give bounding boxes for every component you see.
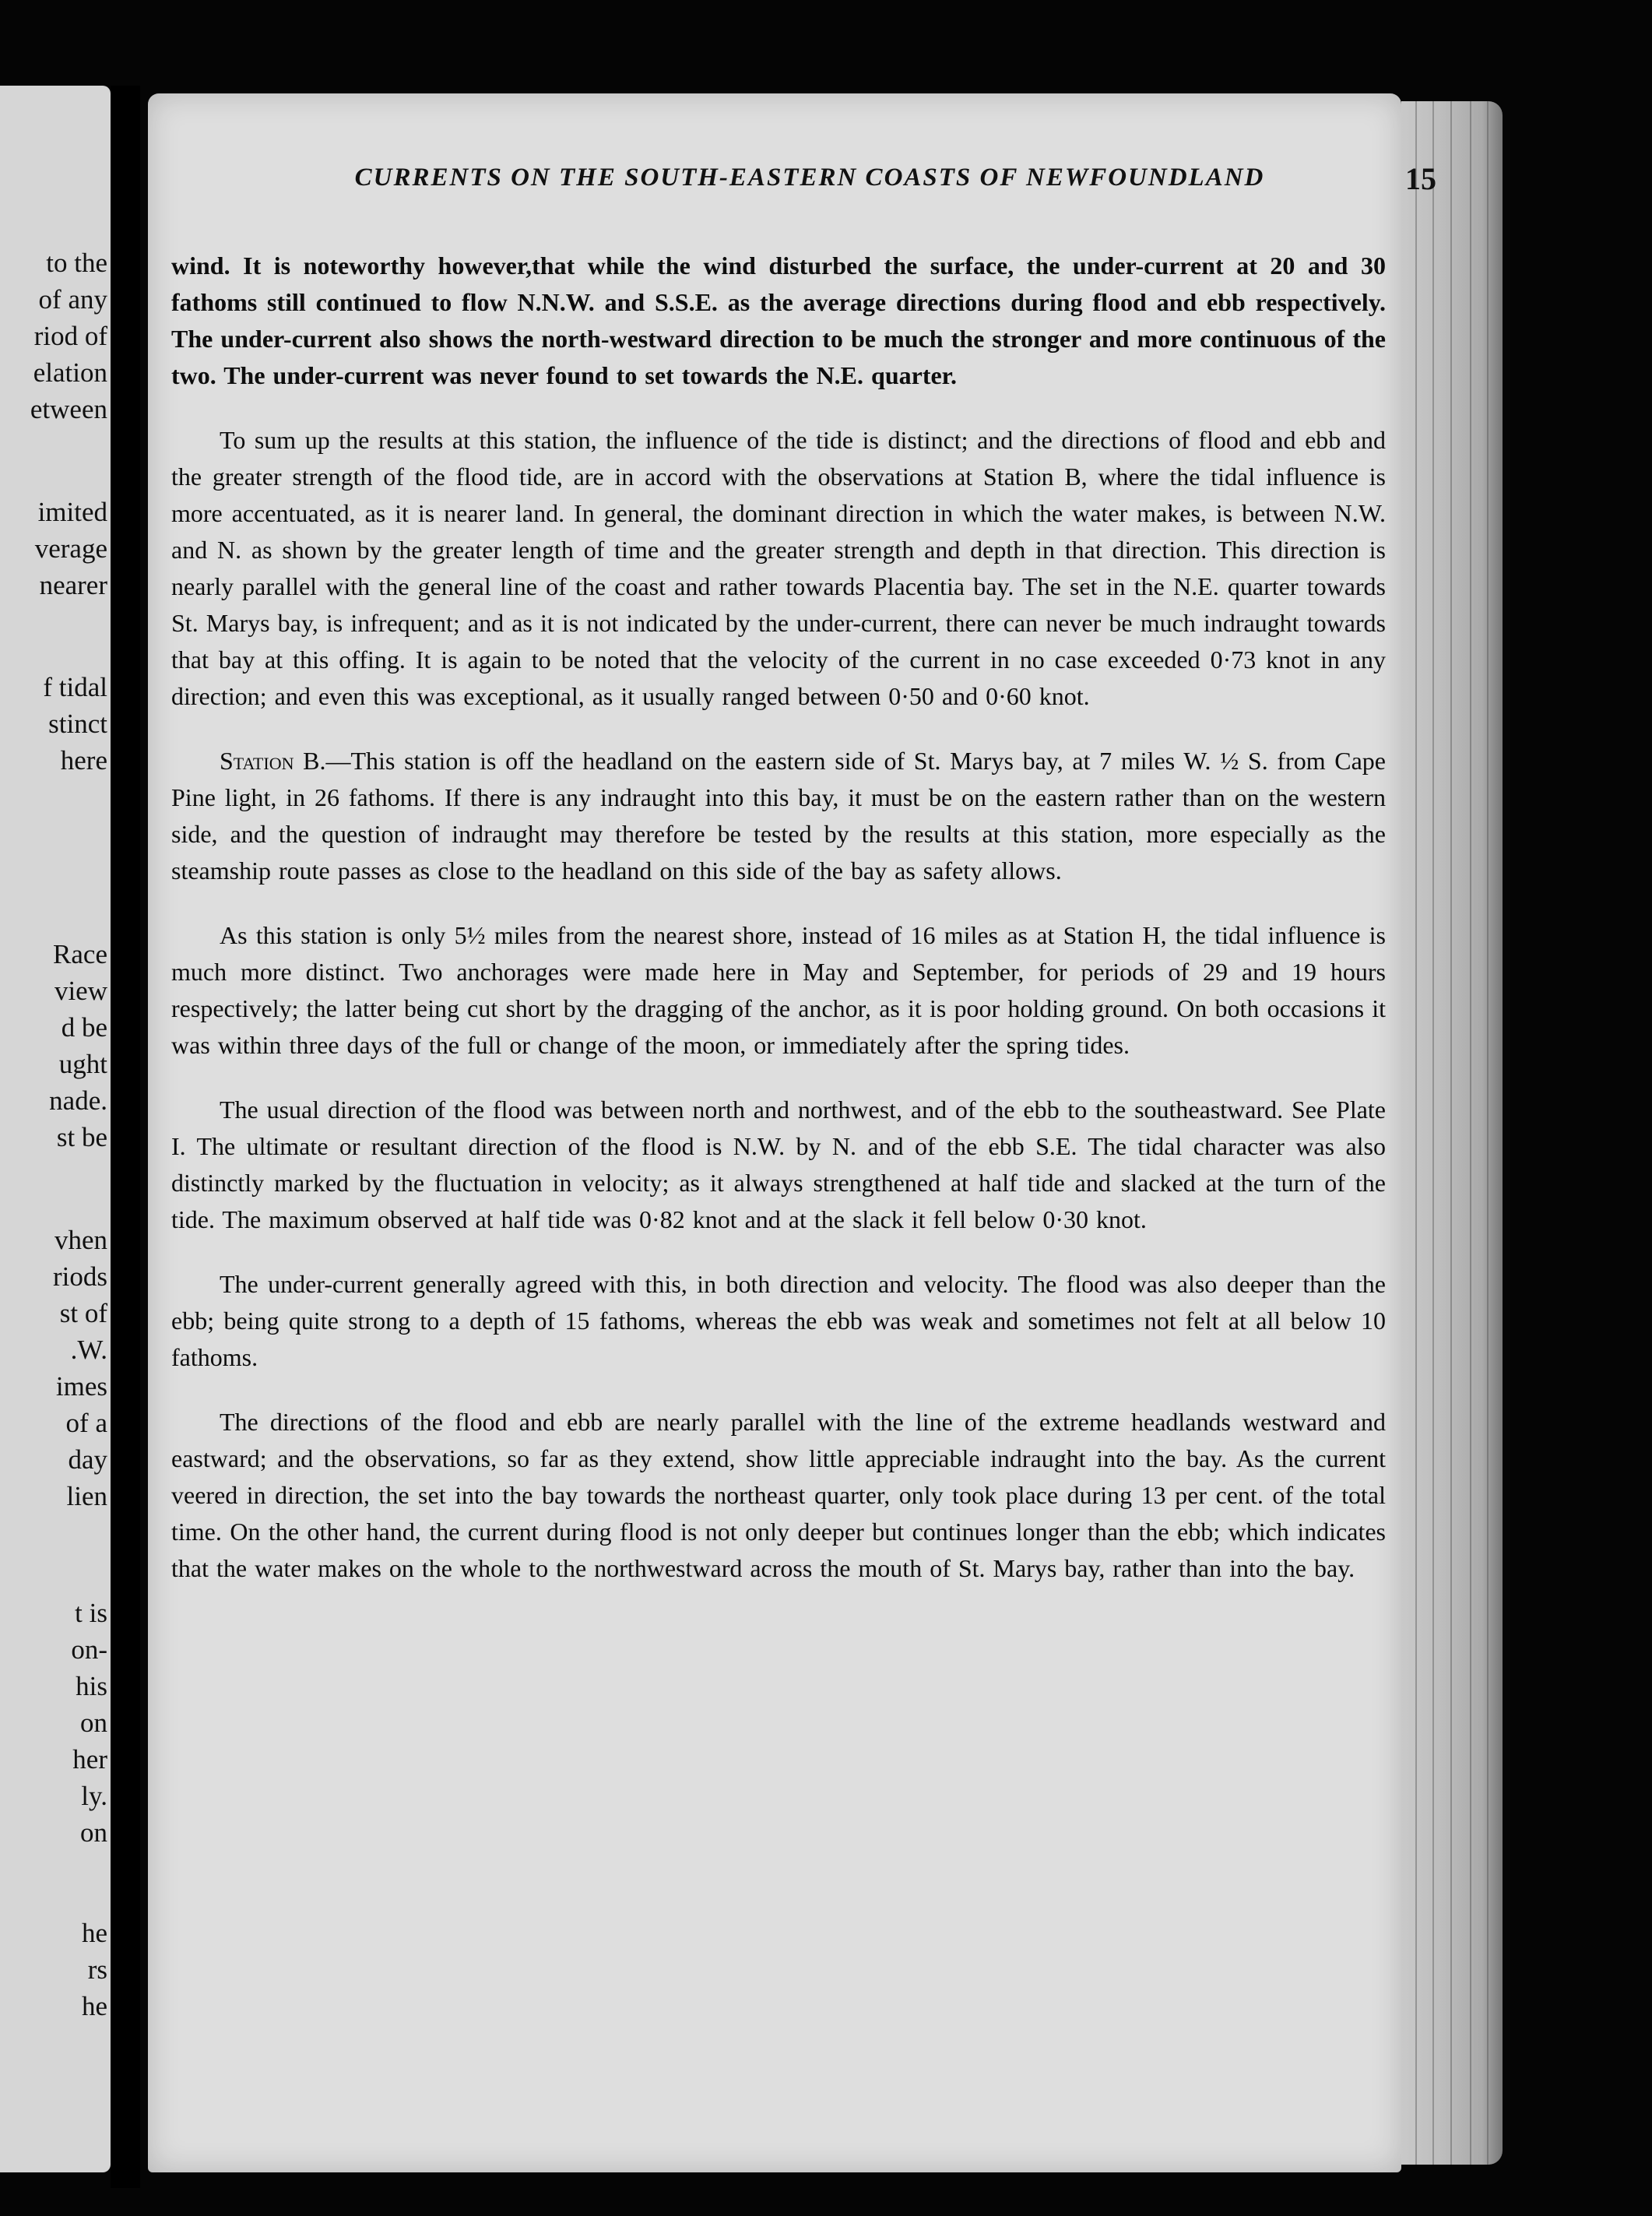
paragraph: To sum up the results at this station, the influence of the tide is distinct; and the directions of flood and ebb and the greater strength of the flood tide, are in accord with the observations at Station B, where the tidal influence is more accentuated, as it is nearer land. In general, the dominant direction in which the water makes, is between N.W. and N. as shown by the greater length of time and the greater strength and depth in that direction. This direction is nearly parallel with the general line of the coast and rather towards Placentia bay. The set in the N.E. quarter towards St. Marys bay, is infrequent; and as it is not indicated by the under-current, there can never be much indraught towards that bay at this offing. It is again to be noted that the velocity of the current in no case exceeded 0·73 knot in any direction; and even this was exceptional, as it usually ranged between 0·50 and 0·60 knot. <box>171 426 1386 710</box>
paragraph: The usual direction of the flood was between north and northwest, and of the ebb to the southeastward. See Plate I. The ultimate or resultant direction of the flood is N.W. by N. and of the ebb S.E. The tidal character was also distinctly marked by the fluctuation in velocity; as it always strengthened at half tide and slacked at the turn of the tide. The maximum observed at half tide was 0·82 knot and at the slack it fell below 0·30 knot. <box>171 1096 1386 1233</box>
left-fragment: f tidal <box>43 672 107 702</box>
left-fragment: nearer <box>39 570 107 600</box>
page-edge-stack <box>1401 101 1503 2165</box>
left-fragment: he <box>81 1918 107 1948</box>
left-fragment: imes <box>55 1371 107 1402</box>
left-fragment: vhen <box>54 1225 107 1255</box>
left-fragment: st be <box>56 1122 107 1152</box>
left-fragment: on <box>80 1817 107 1848</box>
left-fragment: rs <box>87 1954 107 1985</box>
paragraph: The under-current generally agreed with this, in both direction and velocity. The flood was also deeper than the ebb; being quite strong to a depth of 15 fathoms, whereas the ebb was weak and sometimes not felt at all below 10 fathoms. <box>171 1270 1386 1371</box>
paragraph: The directions of the flood and ebb are nearly parallel with the line of the extreme headlands westward and eastward; and the observations, so far as they extend, show little appreciable indraught into the bay. As the current veered in direction, the set into the bay towards the northeast quarter, only took place during 13 per cent. of the total time. On the other hand, the current during flood is not only deeper but continues longer than the ebb; which indicates that the water makes on the whole to the northwestward across the mouth of St. Marys bay, rather than into the bay. <box>171 1408 1386 1582</box>
body-text <box>171 248 1386 1615</box>
page-number: 15 <box>1405 161 1436 196</box>
left-fragment: riods <box>53 1261 107 1292</box>
left-fragment: Race <box>53 939 107 969</box>
left-fragment: stinct <box>48 709 107 739</box>
left-fragment: nade. <box>49 1085 107 1116</box>
left-fragment: verage <box>34 533 107 564</box>
left-fragment: imited <box>37 497 107 527</box>
left-fragment: day <box>68 1444 107 1475</box>
left-fragment: of a <box>65 1408 107 1438</box>
station-heading: Station B. <box>220 747 326 775</box>
left-fragment: here <box>60 745 107 776</box>
left-fragment: on <box>80 1708 107 1738</box>
left-fragment: elation <box>33 357 107 388</box>
left-fragment: ught <box>58 1049 107 1079</box>
left-fragment: .W. <box>70 1335 107 1365</box>
left-fragment: he <box>81 1991 107 2021</box>
left-fragment: on- <box>71 1634 107 1665</box>
paragraph: wind. It is noteworthy however,that while the wind disturbed the surface, the under-current at 20 and 30 fathoms still continued to flow N.N.W. and S.S.E. as the average directions during flood and ebb respectively. The under-current also shows the north-westward direction to be much the stronger and more continuous of the two. The under-current was never found to set towards the N.E. quarter. <box>171 251 1386 389</box>
right-page <box>148 93 1436 2172</box>
left-page-margin <box>0 86 111 2172</box>
paragraph: As this station is only 5½ miles from the nearest shore, instead of 16 miles as at Station H, the tidal influence is much more distinct. Two anchorages were made here in May and September, for periods of 29 and 19 hours respectively; the latter being cut short by the dragging of the anchor, as it is poor holding ground. On both occasions it was within three days of the full or change of the moon, or immediately after the spring tides. <box>171 921 1386 1059</box>
left-fragment: of any <box>38 284 107 315</box>
left-fragment: riod of <box>33 321 107 351</box>
left-fragment: lien <box>66 1481 107 1511</box>
left-fragment: his <box>76 1671 107 1701</box>
paragraph-text: —This station is off the headland on the eastern side of St. Marys bay, at 7 miles W. ½ S. from Cape Pine light, in 26 fathoms. If there is any indraught into this bay, it must be on the eastern rather than on the western side, and the question of indraught may therefore be tested by the results at this station, more especially as the steamship route passes as close to the headland on this side of the bay as safety allows. <box>171 747 1387 885</box>
left-fragment: view <box>54 976 107 1006</box>
running-title: CURRENTS ON THE SOUTH-EASTERN COASTS OF NEWFOUNDLAND <box>354 164 1265 192</box>
left-fragment: to the <box>46 248 107 278</box>
page-header <box>261 161 1436 202</box>
left-fragment: etween <box>30 394 107 424</box>
left-fragment: d be <box>61 1012 107 1043</box>
paragraph <box>171 743 1386 889</box>
book-spine <box>111 86 140 2188</box>
left-fragment: ly. <box>81 1781 107 1811</box>
left-fragment: st of <box>59 1298 107 1328</box>
left-fragment: her <box>72 1744 107 1775</box>
left-fragment: t is <box>75 1598 107 1628</box>
